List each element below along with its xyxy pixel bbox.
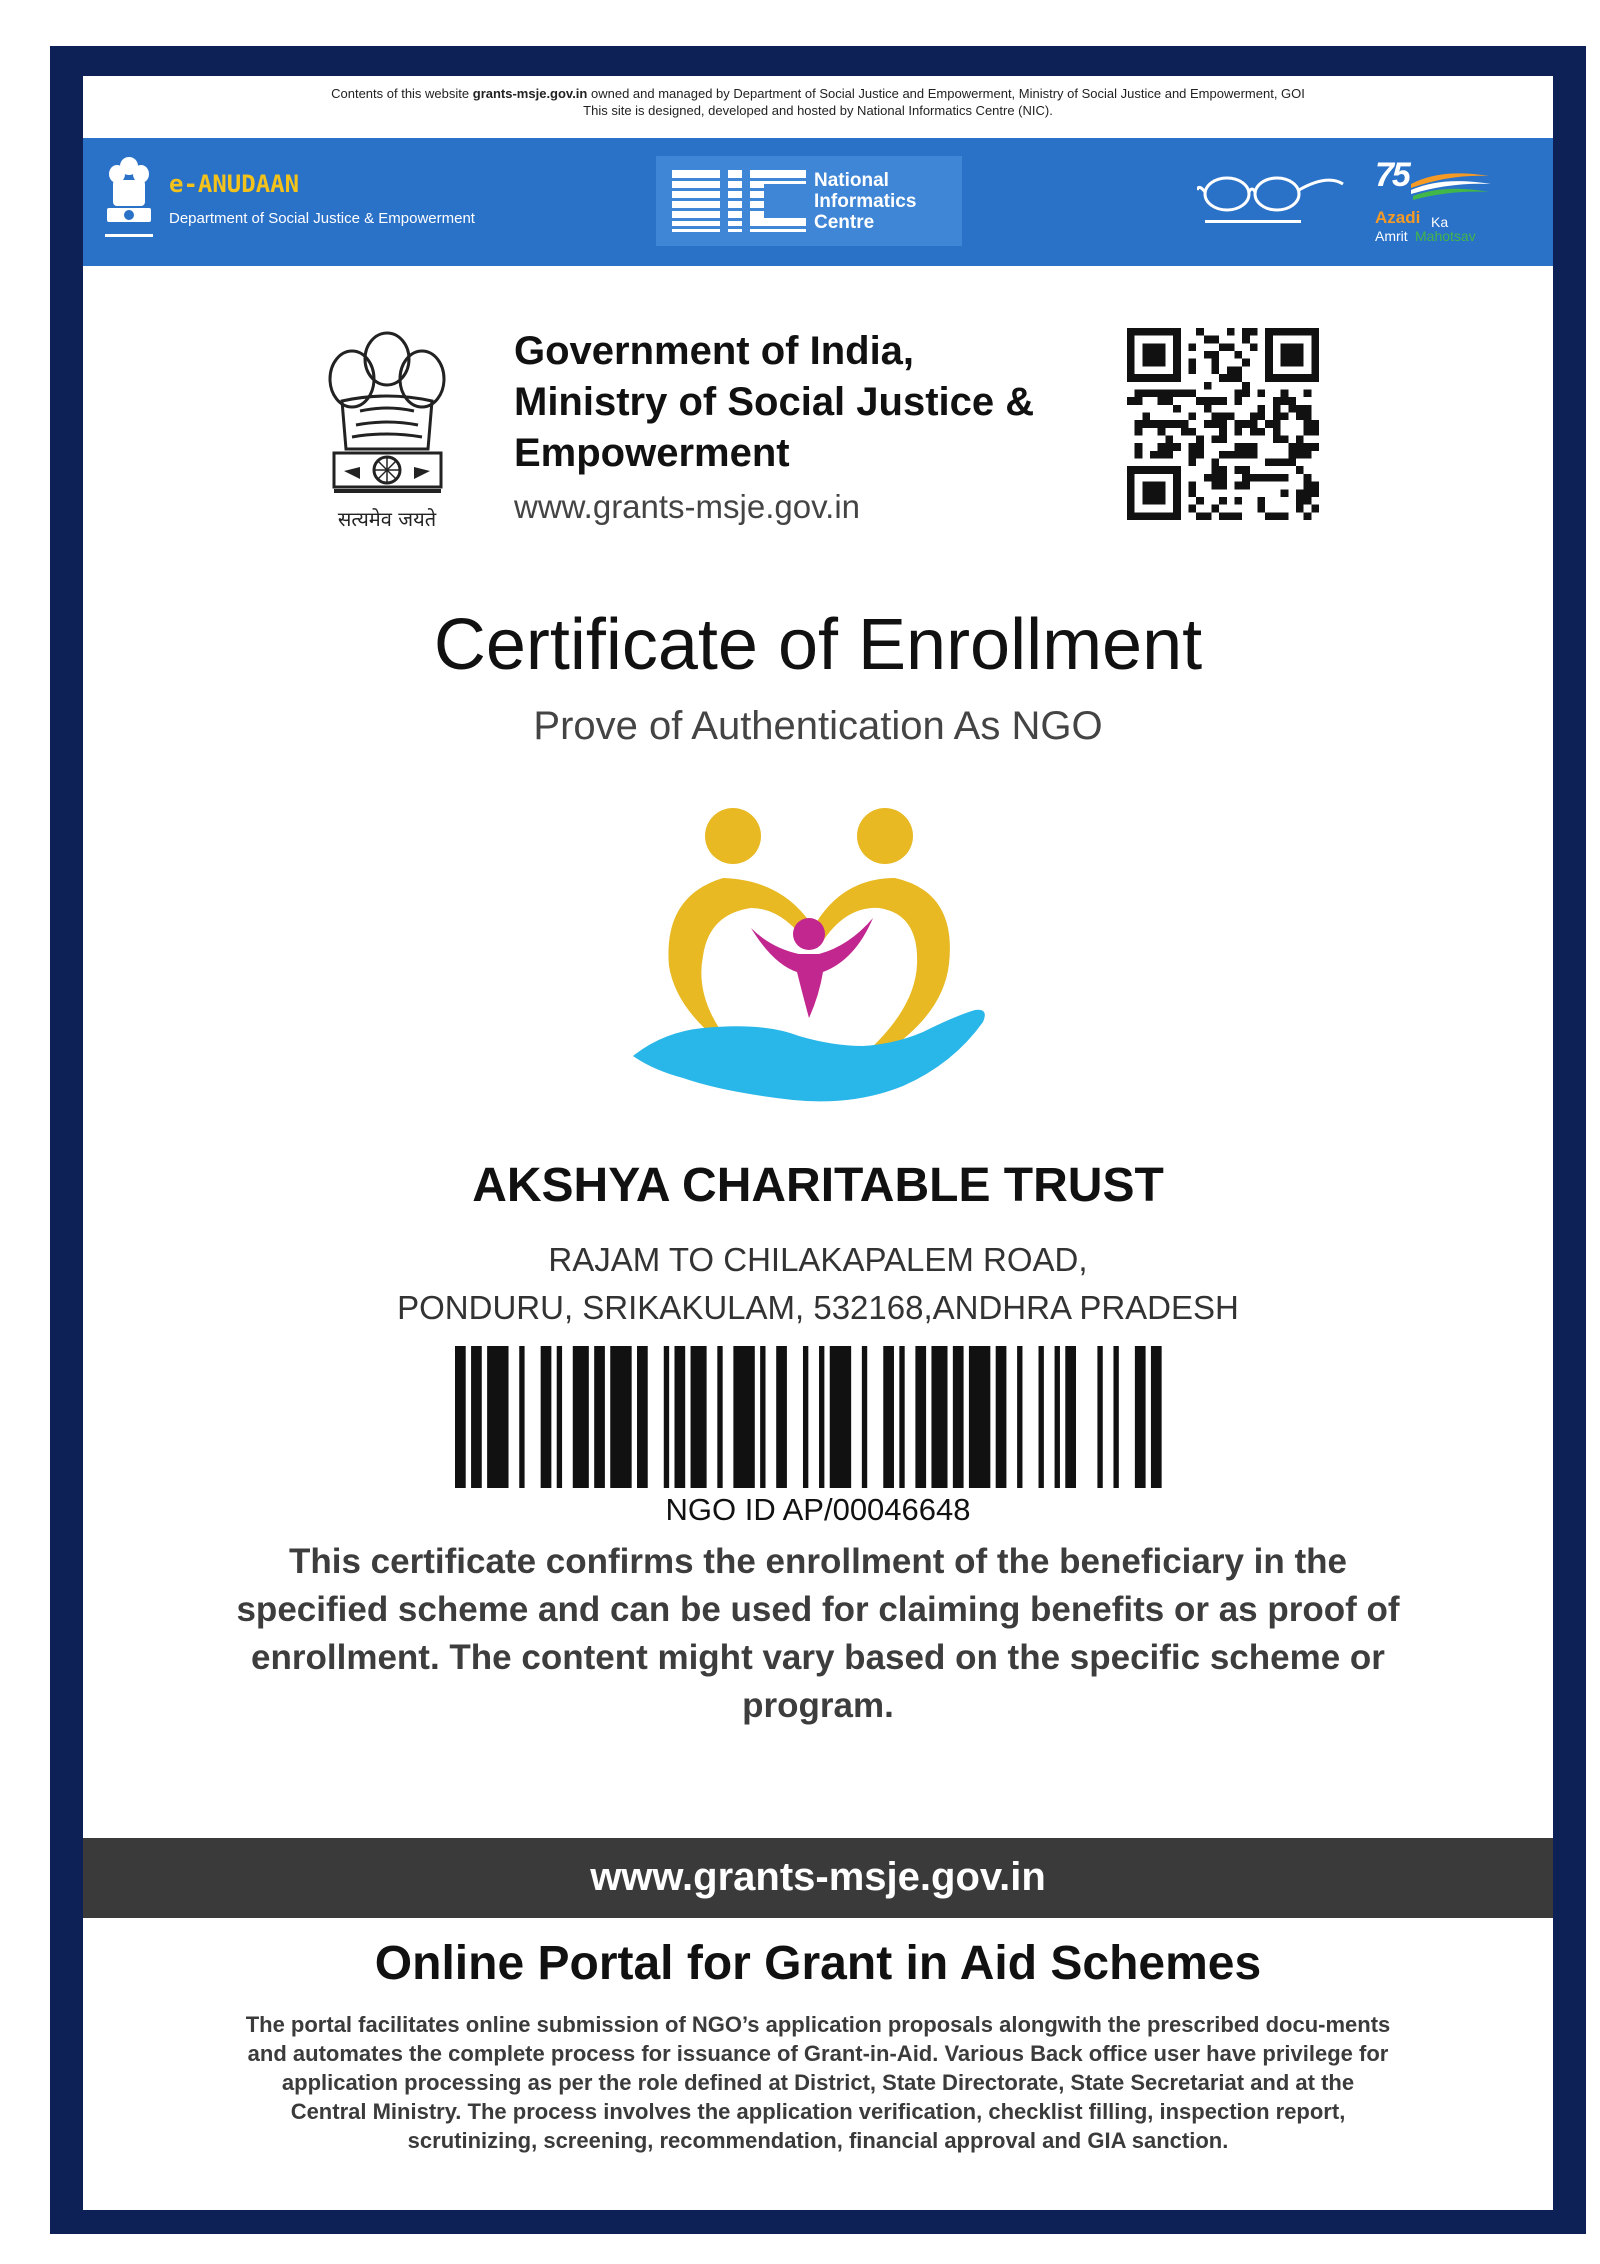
department-name: Department of Social Justice & Empowerment: [169, 210, 475, 227]
ngo-id: NGO ID AP/00046648: [665, 1492, 971, 1527]
emblem-motto: सत्यमेव जयते: [337, 507, 437, 531]
swachh-bharat-glasses-icon: [1197, 166, 1347, 236]
amrit-word: Amrit: [1375, 228, 1408, 244]
organization-name: AKSHYA CHARITABLE TRUST: [472, 1159, 1164, 1212]
barcode: [455, 1346, 1167, 1488]
disclaimer-line2: This site is designed, developed and hosted by National Informatics Centre (NIC).: [583, 103, 1053, 118]
issuer-line-2: Ministry of Social Justice &: [514, 380, 1035, 424]
azadi-word: Azadi: [1375, 208, 1421, 227]
portal-title: Online Portal for Grant in Aid Schemes: [374, 1937, 1262, 1990]
issuer-name: [514, 326, 1034, 479]
disclaimer-suffix: owned and managed by Department of Social Justice and Empowerment, Ministry of Social Justice and Empowerment, GOI: [587, 86, 1305, 101]
nic-line-3: Centre: [814, 212, 875, 233]
nic-line-2: Informatics: [814, 191, 917, 212]
footer-url[interactable]: www.grants-msje.gov.in: [590, 1855, 1046, 1899]
disclaimer-prefix: Contents of this website: [331, 86, 473, 101]
national-emblem-icon: [320, 321, 455, 541]
nic-line-1: National: [814, 170, 889, 191]
certificate-frame: [50, 46, 1586, 2234]
mahotsav-word: Mahotsav: [1415, 228, 1476, 244]
nic-name: [814, 170, 916, 233]
footer-url-band: [83, 1838, 1553, 1918]
certificate-page: [83, 76, 1553, 2210]
organization-address-line2: PONDURU, SRIKAKULAM, 532168,ANDHRA PRADESH: [397, 1289, 1239, 1326]
issuer-url: www.grants-msje.gov.in: [514, 488, 861, 525]
nic-logo-icon: [672, 170, 806, 232]
ka-word: Ka: [1431, 214, 1449, 230]
portal-description: The portal facilitates online submission of NGO’s application proposals alongwith the prescribed docu-ments and automates the complete process for issuance of Grant-in-Aid. Various Back office user have privilege for application processing as per the role defined at District, State Directorate, State Secretariat and at the Central Ministry. The process involves the application verification, checklist filling, inspection report, scrutinizing, screening, recommendation, financial approval and GIA sanction.: [245, 2012, 1391, 2153]
nic-logo-box: [656, 156, 962, 246]
issuer-line-1: Government of India,: [514, 329, 915, 373]
header-bar: [83, 138, 1553, 266]
certificate-statement: This certificate confirms the enrollment of the beneficiary in the specified scheme and can be used for claiming benefits or as proof of enrollment. The content might vary based on the specific scheme or program.: [236, 1542, 1400, 1725]
certificate-subtitle: Prove of Authentication As NGO: [533, 704, 1103, 748]
azadi-75: 75: [1375, 156, 1409, 194]
tricolour-swoosh-icon: [1411, 170, 1491, 200]
ngo-care-hands-logo: [623, 796, 1003, 1112]
azadi-ka-amrit-mahotsav-logo: [1373, 156, 1523, 256]
organization-address-line1: RAJAM TO CHILAKAPALEM ROAD,: [548, 1241, 1088, 1278]
portal-name: e-ANUDAAN: [169, 170, 300, 198]
issuer-line-3: Empowerment: [514, 431, 790, 475]
disclaimer-site: grants-msje.gov.in: [472, 86, 588, 101]
qr-code: [1127, 328, 1319, 520]
national-emblem-icon: [103, 152, 155, 248]
certificate-title: Certificate of Enrollment: [433, 605, 1203, 685]
site-disclaimer: [83, 85, 1553, 119]
